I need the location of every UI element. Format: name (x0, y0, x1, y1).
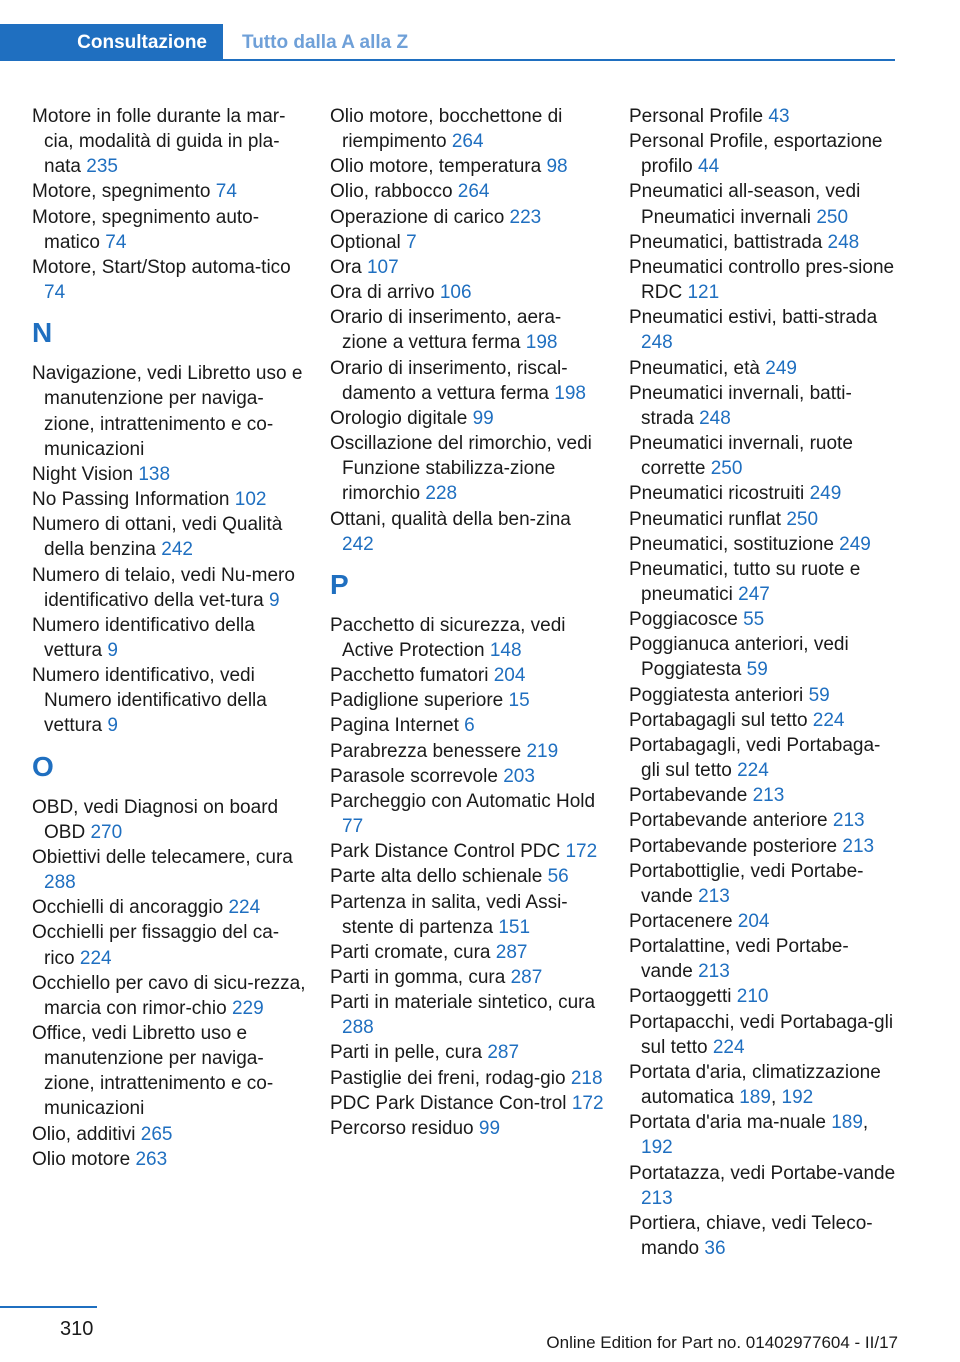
index-entry (629, 481, 899, 506)
index-entry-text: Portabagagli sul tetto (629, 709, 808, 731)
index-letter-heading: O (32, 750, 54, 782)
index-entry-text: Pneumatici, battistrada (629, 231, 823, 253)
index-entry-text: Poggiacosce (629, 609, 738, 631)
page-reference-link[interactable]: 77 (342, 816, 364, 838)
index-entry (330, 764, 605, 789)
page-reference-link[interactable]: 247 (738, 583, 770, 605)
index-entry-text: Occhielli di ancoraggio (32, 897, 224, 919)
index-entry-text: Portabottiglie, vedi Portabe-vande (629, 860, 864, 907)
page-reference-link[interactable]: 192 (641, 1137, 673, 1159)
page-reference-link[interactable]: 223 (509, 206, 542, 228)
index-entry-text: Obiettivi delle telecamere, cura (32, 846, 293, 868)
index-entry-text: Pneumatici ricostruiti (629, 483, 805, 505)
index-entry (629, 557, 899, 607)
index-entry-text: Parti cromate, cura (330, 941, 491, 963)
index-entry (32, 487, 307, 512)
page-reference-link[interactable]: 55 (743, 609, 765, 631)
index-entry-text: No Passing Information (32, 489, 230, 511)
index-entry-text: Portapacchi, vedi Portabaga-gli sul tetto (629, 1011, 894, 1058)
index-entry (629, 683, 899, 708)
page-header (0, 24, 895, 61)
index-entry-text: Pneumatici, sostituzione (629, 533, 834, 555)
index-entry (330, 864, 605, 889)
index-entry-text: Ora (330, 256, 362, 278)
page-reference-link[interactable]: 218 (570, 1067, 603, 1089)
index-entry-text: Operazione di carico (330, 206, 505, 228)
index-entry (330, 154, 605, 179)
page-reference-link[interactable]: 189 (739, 1087, 771, 1109)
index-entry-text: Numero di ottani, vedi Qualità della benzina (32, 514, 283, 561)
page-reference-link[interactable]: 242 (161, 539, 193, 561)
page-reference-link[interactable]: 189 (831, 1112, 863, 1134)
index-entry (629, 532, 899, 557)
page-reference-link[interactable]: 213 (752, 785, 785, 807)
index-entry-text: OBD, vedi Diagnosi on board OBD (32, 796, 279, 843)
index-entry (629, 230, 899, 255)
page-reference-link[interactable]: 106 (439, 282, 472, 304)
page-reference-link[interactable]: 172 (571, 1092, 604, 1114)
page-reference-link[interactable]: 249 (839, 533, 871, 555)
page-reference-link[interactable]: 224 (228, 897, 261, 919)
index-entry-text: Olio motore, temperatura (330, 156, 542, 178)
footer-rule (0, 1306, 97, 1308)
index-entry-text: Numero identificativo, vedi Numero identificativo della vettura (32, 665, 267, 737)
page-reference-link[interactable]: 107 (366, 256, 399, 278)
index-entry-text: Olio motore (32, 1148, 131, 1170)
index-entry (629, 834, 899, 859)
index-entry (32, 361, 307, 462)
index-entry-text: Portaoggetti (629, 986, 732, 1008)
index-entry (629, 431, 899, 481)
index-entry-text: Pneumatici invernali, batti-strada (629, 382, 852, 429)
index-entry (330, 789, 605, 839)
index-entry (629, 859, 899, 909)
page-reference-link[interactable]: 6 (464, 715, 475, 737)
index-entry (330, 507, 605, 557)
index-entry-text: PDC Park Distance Con-trol (330, 1092, 567, 1114)
index-entry-text: Ora di arrivo (330, 282, 435, 304)
index-entry (629, 783, 899, 808)
index-entry-text: Portabevande anteriore (629, 810, 828, 832)
page-reference-link[interactable]: 270 (90, 821, 123, 843)
index-entry-text: Motore in folle durante la mar-cia, modalità di guida in pla-nata (32, 106, 286, 178)
page-reference-link[interactable]: 121 (687, 282, 720, 304)
index-entry-text: Olio motore, bocchettone di riempimento (330, 106, 563, 153)
page-reference-link[interactable]: 250 (816, 206, 849, 228)
page-reference-link[interactable]: 228 (425, 483, 458, 505)
page-reference-link[interactable]: 263 (135, 1148, 168, 1170)
page-reference-link[interactable]: 224 (812, 709, 845, 731)
page-reference-link[interactable]: 287 (495, 941, 528, 963)
index-entry-text: Personal Profile (629, 106, 764, 127)
index-entry (629, 179, 899, 229)
index-entry (330, 990, 605, 1040)
index-entry-text: Optional (330, 231, 401, 253)
page-reference-link[interactable]: 235 (86, 156, 118, 178)
page-reference-link[interactable]: 99 (478, 1117, 501, 1139)
index-entry-text: Pneumatici controllo pres-sione RDC (629, 256, 895, 304)
index-entry (629, 984, 899, 1009)
index-entry-text: Portacenere (629, 911, 733, 932)
index-entry (330, 179, 605, 204)
index-entry-text: Park Distance Control PDC (330, 841, 561, 863)
index-entry-text: Percorso residuo (330, 1117, 474, 1139)
index-entry-text: Portabevande (629, 785, 748, 807)
index-entry-text: Olio, additivi (32, 1123, 136, 1145)
index-entry-text: Orario di inserimento, aera-zione a vettura ferma (330, 307, 562, 354)
page-reference-link[interactable]: 36 (704, 1238, 726, 1260)
index-column-3 (629, 104, 899, 1261)
page-reference-link[interactable]: 151 (498, 916, 531, 938)
index-entry-text: Ottani, qualità della ben-zina (330, 508, 571, 530)
index-letter-heading: P (330, 568, 349, 600)
index-entry-text: Parte alta dello schienale (330, 866, 543, 888)
page-reference-link[interactable]: 249 (809, 483, 842, 505)
page-reference-link[interactable]: 9 (107, 639, 118, 661)
index-entry (629, 607, 899, 632)
page-reference-link[interactable]: 204 (493, 665, 526, 687)
page-reference-link[interactable]: 43 (768, 106, 790, 127)
index-entry-text: Parti in materiale sintetico, cura (330, 992, 596, 1014)
index-entry-text: Pneumatici estivi, batti-strada (629, 307, 878, 329)
index-entry: Portata d'aria, climatizzazione automatica 189, 192 (629, 1061, 881, 1109)
index-entry (629, 129, 899, 179)
index-entry-text: Numero identificativo della vettura (32, 614, 255, 661)
index-entry (32, 104, 307, 179)
index-entry-text: Oscillazione del rimorchio, vedi Funzione stabilizza-zione rimorchio (330, 433, 592, 505)
page-reference-link[interactable]: 204 (737, 911, 770, 932)
index-entry-text: Parabrezza benessere (330, 740, 522, 762)
index-entry (330, 890, 605, 940)
index-entry-text: Orario di inserimento, riscal-damento a vettura ferma (330, 357, 568, 404)
index-entry-text: Motore, Start/Stop automa-tico (32, 256, 291, 278)
page-reference-link[interactable]: 264 (457, 181, 490, 203)
page-reference-link[interactable]: 229 (231, 997, 264, 1019)
page-reference-link[interactable]: 224 (737, 760, 769, 782)
index-entry-text: Personal Profile, esportazione profilo (629, 131, 883, 178)
page-reference-link[interactable]: 288 (342, 1017, 374, 1039)
index-entry-text: Pacchetto fumatori (330, 665, 489, 687)
index-entry (629, 305, 899, 355)
index-entry (32, 563, 307, 613)
index-entry-text: Portalattine, vedi Portabe-vande (629, 936, 849, 983)
index-entry-text: Parti in gomma, cura (330, 967, 506, 988)
page-reference-link[interactable]: 74 (44, 282, 66, 304)
index-entry-text: Pneumatici all-season, vedi Pneumatici invernali (629, 181, 861, 228)
index-entry-text: Poggiatesta anteriori (629, 684, 804, 706)
index-entry-text: Occhielli per fissaggio del ca-rico (32, 922, 280, 969)
index-entry (32, 795, 307, 845)
index-entry-text: Olio, rabbocco (330, 181, 453, 203)
index-entry (330, 205, 605, 230)
index-entry (330, 688, 605, 713)
page-reference-link[interactable]: 203 (503, 765, 535, 787)
page-reference-link[interactable]: 74 (215, 181, 237, 203)
page-reference-link[interactable]: 99 (472, 407, 494, 429)
index-letter-heading: N (32, 317, 53, 349)
index-entry (629, 356, 899, 381)
index-entry (629, 381, 899, 431)
page-reference-link[interactable]: 9 (107, 715, 118, 737)
page-reference-link[interactable]: 219 (526, 740, 559, 762)
index-entry (330, 255, 605, 280)
page-reference-link[interactable]: 102 (234, 489, 267, 511)
index-entry-text: Pagina Internet (330, 715, 459, 737)
index-entry-text: Pastiglie dei freni, rodag-gio (330, 1067, 566, 1089)
index-entry-text: Portatazza, vedi Portabe-vande (629, 1162, 896, 1184)
page-reference-link[interactable]: 56 (547, 866, 569, 888)
index-entry (330, 1116, 605, 1141)
index-entry (32, 1147, 307, 1172)
index-entry (330, 1040, 605, 1065)
page-reference-link[interactable]: 44 (698, 156, 720, 178)
page-reference-link[interactable]: 172 (565, 841, 598, 863)
index-entry-text: Poggianuca anteriori, vedi Poggiatesta (629, 634, 849, 681)
index-entry (32, 895, 307, 920)
index-entry (330, 613, 605, 663)
index-entry (32, 512, 307, 562)
index-entry (32, 845, 307, 895)
index-entry (32, 663, 307, 738)
index-entry (330, 1066, 605, 1091)
page-reference-link[interactable]: 198 (525, 332, 558, 354)
page-reference-link[interactable]: 248 (641, 332, 673, 354)
index-entry-text: Occhiello per cavo di sicu-rezza, marcia con rimor-chio (32, 972, 306, 1019)
index-entry (330, 230, 605, 255)
edition-note: Online Edition for Part no. 01402977604 - II/17 (546, 1333, 898, 1352)
index-entry (330, 663, 605, 688)
index-entry-text: Pneumatici invernali, ruote corrette (629, 433, 853, 480)
index-entry (629, 808, 899, 833)
index-entry (330, 431, 605, 506)
page-reference-link[interactable]: 192 (781, 1087, 814, 1109)
index-entry: Portata d'aria ma-nuale 189, 192 (629, 1112, 869, 1159)
page-reference-link[interactable]: 59 (746, 659, 768, 681)
index-entry (629, 909, 899, 934)
index-entry (32, 920, 307, 970)
index-entry-text: Portabevande posteriore (629, 835, 838, 857)
page-reference-link[interactable]: 250 (786, 508, 819, 530)
header-rule (0, 59, 895, 61)
index-entry (32, 462, 307, 487)
index-entry-text: Padiglione superiore (330, 690, 504, 712)
page-reference-link[interactable]: 249 (765, 357, 797, 379)
index-entry-text: Motore, spegnimento (32, 181, 211, 203)
page-reference-link[interactable]: 250 (710, 458, 743, 480)
index-entry (629, 708, 899, 733)
index-entry-text: Motore, spegnimento auto-matico (32, 206, 260, 253)
index-entry (330, 305, 605, 355)
page-reference-link[interactable]: 59 (808, 684, 830, 706)
index-entry-text: Portata d'aria, climatizzazione automatica (629, 1061, 881, 1109)
page-reference-link[interactable]: 9 (268, 589, 280, 611)
index-entry (32, 613, 307, 663)
index-column-2 (330, 104, 605, 1141)
index-entry (330, 713, 605, 738)
index-entry (629, 255, 899, 305)
index-entry (629, 507, 899, 532)
page-reference-link[interactable]: 213 (832, 810, 865, 832)
index-entry-text: Pneumatici, età (629, 357, 760, 379)
index-entry (330, 965, 605, 990)
index-entry-text: Parasole scorrevole (330, 765, 498, 787)
index-entry (32, 1021, 307, 1122)
index-entry-text: Navigazione, vedi Libretto uso e manutenzione per naviga-zione, intrattenimento e co-municazioni (32, 363, 303, 460)
index-entry (330, 280, 605, 305)
index-entry (629, 1010, 899, 1060)
page-reference-link[interactable]: 98 (546, 156, 568, 178)
index-entry-text: Orologio digitale (330, 407, 468, 429)
index-entry (32, 971, 307, 1021)
index-entry (330, 406, 605, 431)
page-reference-link[interactable]: 265 (140, 1123, 173, 1145)
index-entry (32, 1122, 307, 1147)
index-entry (32, 255, 307, 305)
index-entry-text: Parcheggio con Automatic Hold (330, 790, 596, 812)
index-entry (330, 739, 605, 764)
index-entry-text: Portiera, chiave, vedi Teleco-mando (629, 1212, 873, 1260)
page-reference-link[interactable]: 213 (842, 835, 875, 857)
page-reference-link[interactable]: 213 (641, 1187, 673, 1209)
subsection-tab: Tutto dalla A alla Z (242, 31, 409, 53)
index-entry-text: Numero di telaio, vedi Nu-mero identificativo della vet-tura (32, 564, 295, 611)
index-entry-text: Portata d'aria ma-nuale (629, 1112, 826, 1134)
index-entry (629, 733, 899, 783)
index-entry-text: Night Vision (32, 463, 134, 485)
page-reference-link[interactable]: 7 (406, 231, 417, 253)
index-entry (629, 1211, 899, 1261)
index-entry (629, 104, 899, 129)
index-entry-text: Office, vedi Libretto uso e manutenzione per naviga-zione, intrattenimento e co-municazioni (32, 1023, 274, 1120)
index-entry (629, 1161, 899, 1211)
page-reference-link[interactable]: 148 (489, 639, 522, 661)
page-reference-link[interactable]: 198 (554, 382, 586, 404)
index-entry (330, 104, 605, 154)
page-reference-link[interactable]: 213 (698, 885, 730, 907)
page-reference-link[interactable]: 224 (712, 1036, 745, 1058)
index-entry (32, 179, 307, 204)
page-reference-link[interactable]: 248 (699, 407, 731, 429)
page-reference-link[interactable]: 15 (508, 690, 530, 712)
index-entry (629, 632, 899, 682)
page-reference-link[interactable]: 264 (451, 131, 484, 153)
index-entry-text: Pneumatici, tutto su ruote e pneumatici (629, 558, 861, 605)
page-reference-link[interactable]: 74 (105, 231, 127, 253)
index-entry (330, 839, 605, 864)
index-entry (629, 934, 899, 984)
page-reference-link[interactable]: 242 (342, 533, 374, 555)
index-entry-text: Partenza in salita, vedi Assi-stente di partenza (330, 891, 568, 938)
page-reference-link[interactable]: 288 (44, 872, 76, 894)
index-entry (32, 205, 307, 255)
page-number: 310 (60, 1318, 94, 1340)
page-reference-link[interactable]: 224 (79, 947, 112, 969)
section-tab: Consultazione (0, 24, 223, 61)
index-entry-text: Parti in pelle, cura (330, 1042, 483, 1064)
page-reference-link[interactable]: 138 (138, 463, 171, 485)
index-column-1 (32, 104, 307, 1172)
page-reference-link[interactable]: 287 (487, 1042, 520, 1064)
index-entry-text: Pneumatici runflat (629, 508, 782, 530)
index-entry-text: Pacchetto di sicurezza, vedi Active Protection (330, 614, 566, 661)
index-entry (330, 356, 605, 406)
index-entry (330, 1091, 605, 1116)
page-reference-link[interactable]: 287 (510, 967, 543, 988)
index-entry-text: Portabagagli, vedi Portabaga-gli sul tetto (629, 734, 881, 782)
page-reference-link[interactable]: 248 (827, 231, 860, 253)
page-reference-link[interactable]: 210 (736, 986, 769, 1008)
page-reference-link[interactable]: 213 (698, 961, 730, 983)
index-entry (330, 940, 605, 965)
